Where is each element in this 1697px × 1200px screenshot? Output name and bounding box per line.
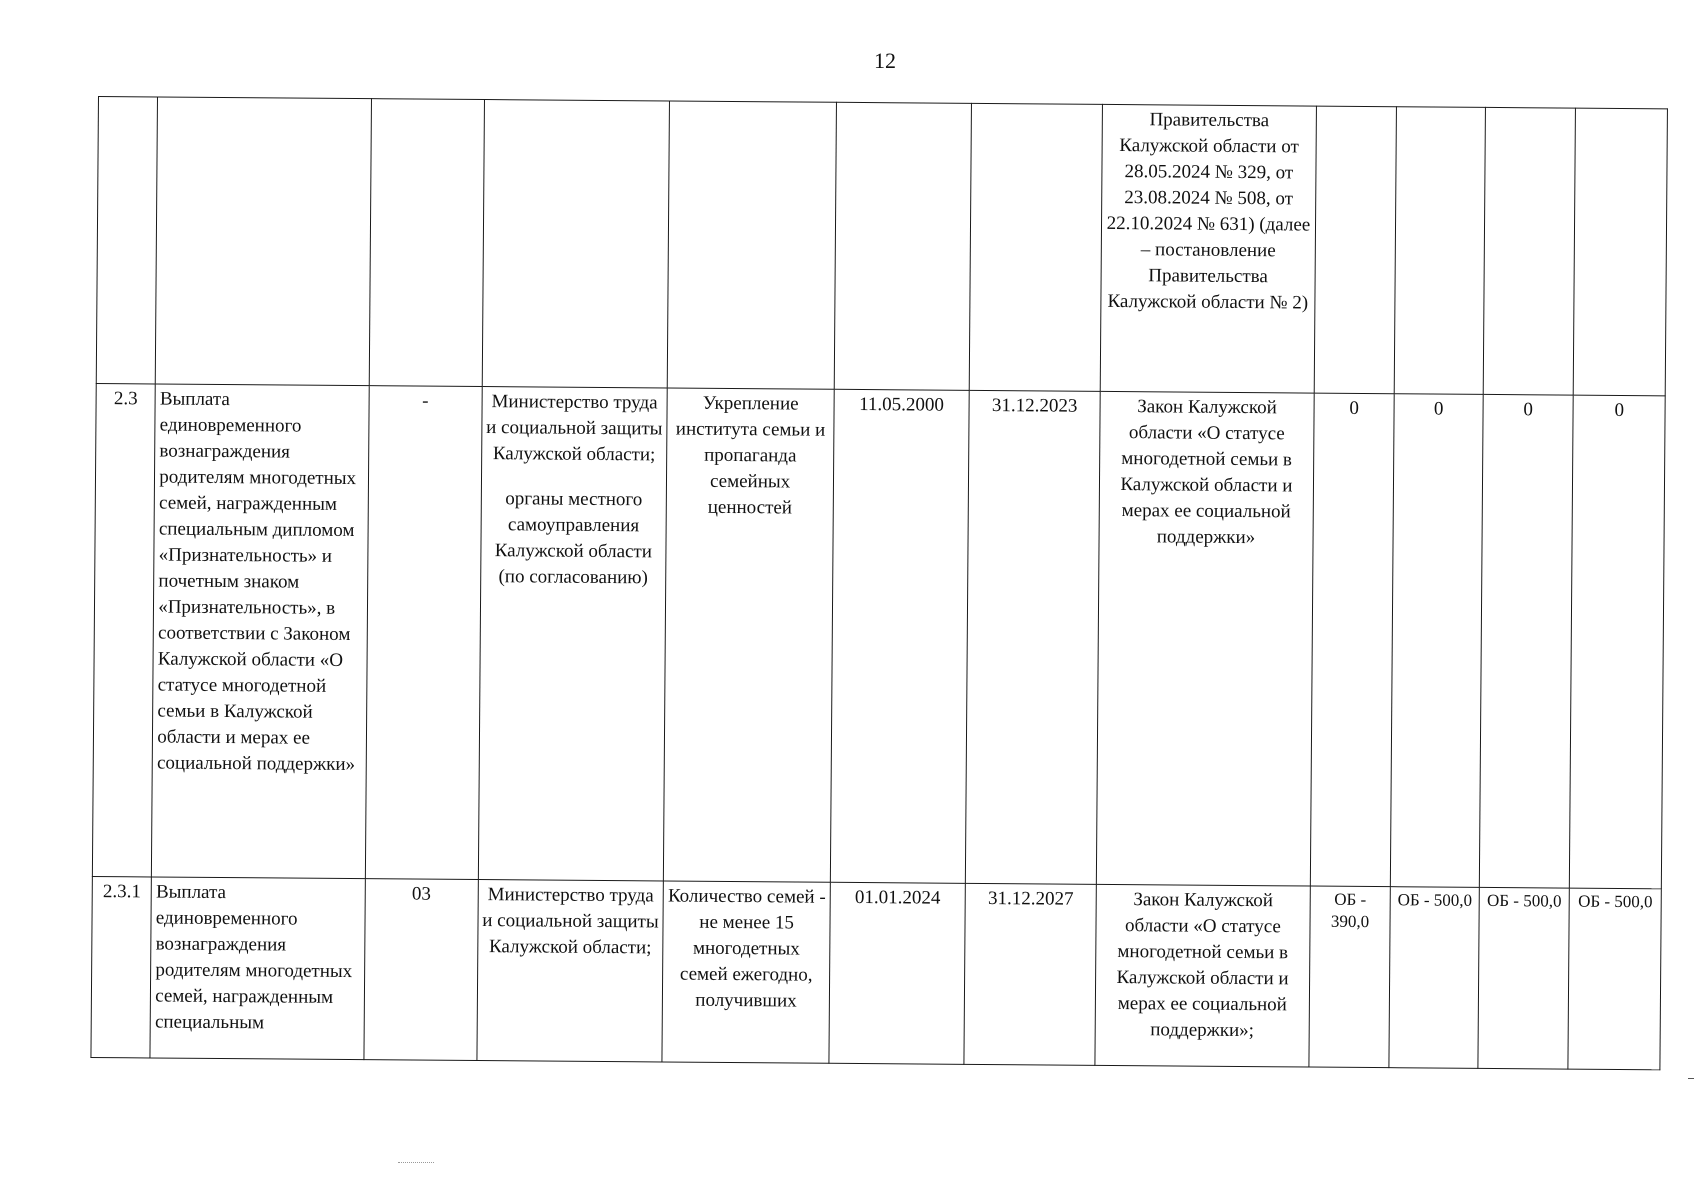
result-cell: Укрепление института семьи и пропаганда семейных ценностей — [663, 388, 834, 882]
executor-cell — [482, 100, 670, 388]
table-row — [91, 876, 1661, 1069]
executor-cell — [478, 387, 667, 881]
executor-secondary: органы местного самоуправления Калужской области (по согласованию) — [494, 488, 653, 589]
table-row — [92, 383, 1665, 888]
legal-basis-cell: Закон Калужской области «О статусе многодетной семьи в Калужской области и мерах ее социальной поддержки»; — [1095, 884, 1310, 1067]
start-date-cell: 01.01.2024 — [829, 882, 965, 1064]
end-date-cell — [969, 103, 1103, 391]
executor-primary: Министерство труда и социальной защиты Калужской области; — [486, 391, 663, 466]
start-date-cell: 11.05.2000 — [830, 389, 969, 883]
funding-year-4-cell: 0 — [1570, 395, 1666, 889]
program-table-wrapper — [90, 96, 1668, 1108]
end-date-cell: 31.12.2023 — [965, 390, 1100, 884]
row-number-cell — [96, 97, 158, 384]
executor-cell: Министерство труда и социальной защиты Калужской области; — [477, 880, 664, 1062]
activity-name-cell — [156, 97, 372, 386]
result-cell: Количество семей - не менее 15 многодетных семей ежегодно, получивших — [662, 881, 830, 1063]
funding-year-3-cell — [1483, 107, 1576, 395]
funding-year-3-cell: ОБ - 500,0 — [1478, 887, 1570, 1069]
code-cell: - — [365, 386, 482, 880]
funding-year-2-cell: ОБ - 500,0 — [1389, 887, 1479, 1069]
code-cell: 03 — [364, 879, 479, 1061]
start-date-cell — [834, 102, 971, 390]
funding-year-4-cell — [1574, 108, 1668, 396]
program-table — [90, 96, 1668, 1070]
edge-artifact — [1688, 1078, 1694, 1079]
legal-basis-cell: Закон Калужской области «О статусе многодетной семьи в Калужской области и мерах ее социальной поддержки» — [1097, 391, 1314, 886]
row-number-cell: 2.3.1 — [91, 876, 152, 1057]
legal-basis-cell: Правительства Калужской области от 28.05.2024 № 329, от 23.08.2024 № 508, от 22.10.2024 № 631) (далее – постановление Правительства Калужской области № 2) — [1100, 104, 1316, 393]
activity-name-cell: Выплата единовременного вознаграждения родителям многодетных семей, награжденным специальным дипломом «Признательность» и почетным знаком «Признательность», в соответствии с Законом Калужской области «О статусе многодетной семьи в Калужской области и мерах ее социальной поддержки» — [152, 384, 369, 879]
funding-year-1-cell: ОБ - 390,0 — [1309, 886, 1391, 1068]
result-cell — [667, 101, 836, 389]
funding-year-1-cell — [1314, 106, 1397, 394]
page-number: 12 — [874, 48, 896, 73]
funding-year-1-cell: 0 — [1310, 393, 1395, 887]
funding-year-2-cell: 0 — [1391, 394, 1483, 888]
executor-spacer — [486, 467, 662, 487]
table-row — [96, 97, 1667, 396]
funding-year-4-cell: ОБ - 500,0 — [1568, 888, 1661, 1070]
end-date-cell: 31.12.2027 — [964, 883, 1097, 1065]
scan-artifact — [398, 1162, 434, 1165]
row-number-cell: 2.3 — [92, 383, 155, 876]
funding-year-2-cell — [1395, 107, 1486, 395]
code-cell — [369, 99, 484, 387]
funding-year-3-cell: 0 — [1479, 394, 1573, 888]
activity-name-cell: Выплата единовременного вознаграждения родителям многодетных семей, награжденным специальным — [150, 877, 365, 1060]
